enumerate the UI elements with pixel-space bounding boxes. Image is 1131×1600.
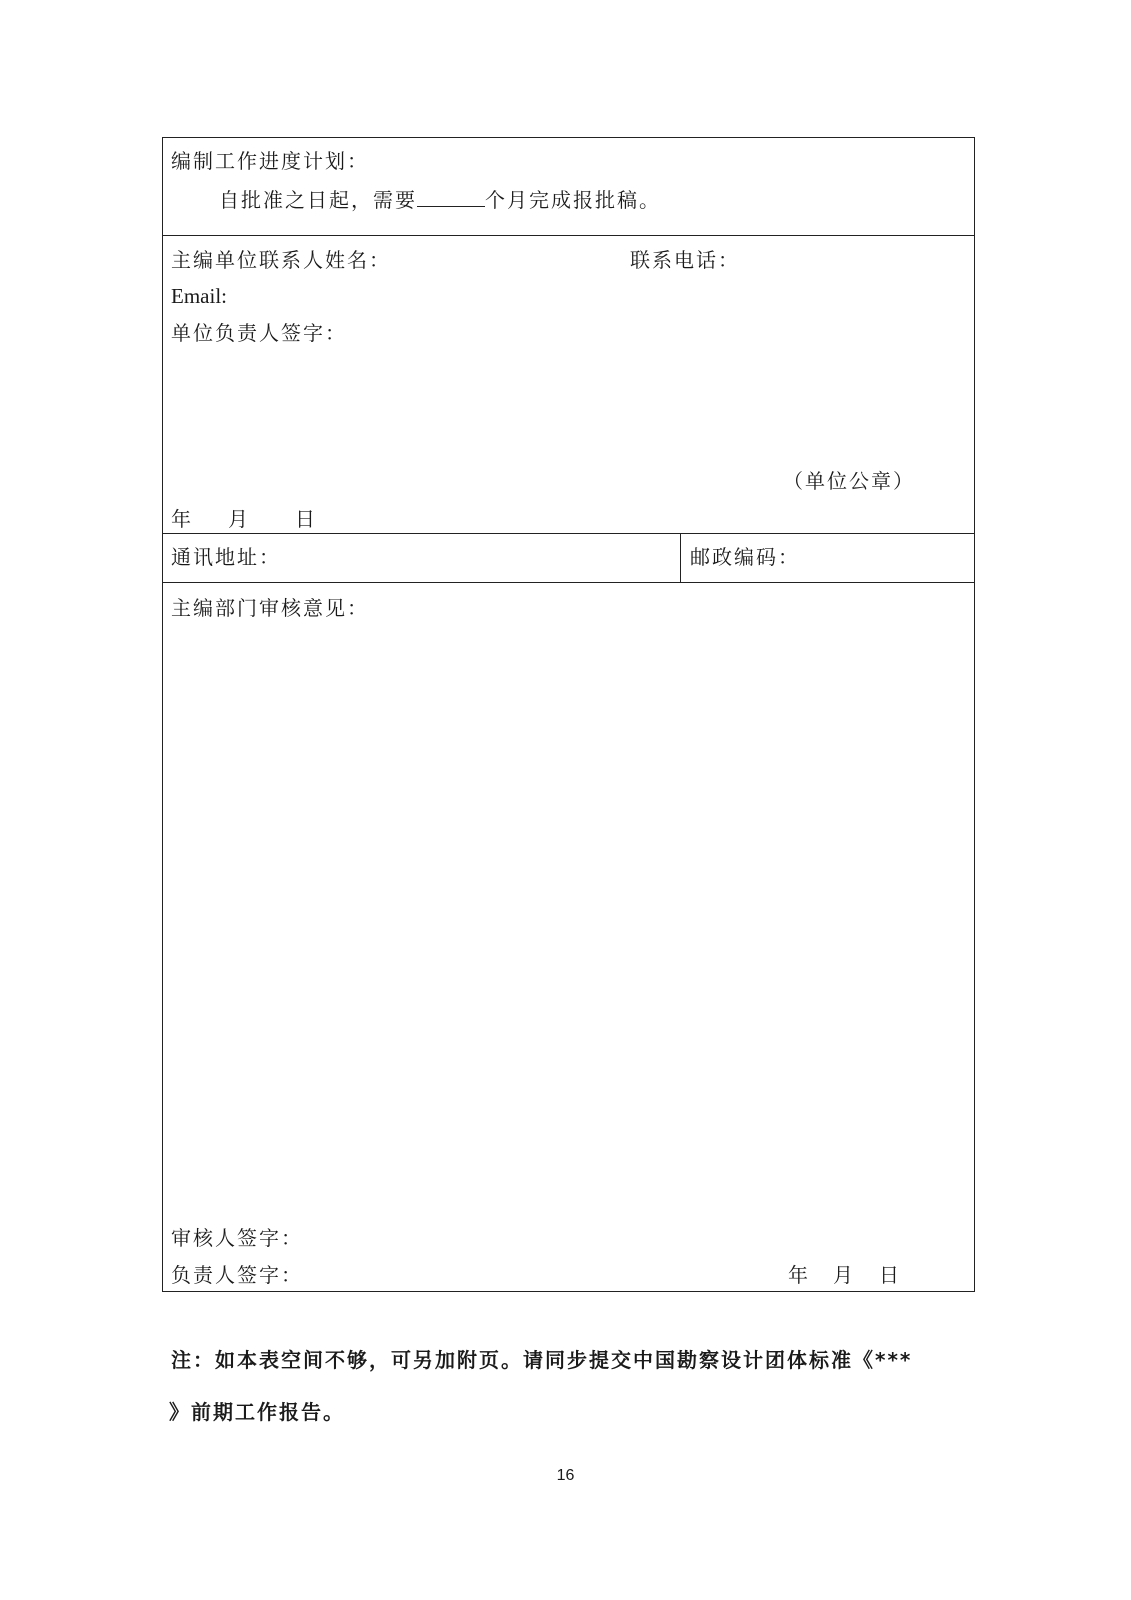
responsible-signature-label: 负责人签字：: [171, 1263, 303, 1287]
months-blank-field[interactable]: [417, 188, 485, 207]
schedule-cell: [163, 138, 975, 236]
reviewer-signature-label: 审核人签字：: [171, 1226, 303, 1250]
address-row: [163, 534, 975, 583]
review-cell: [163, 583, 975, 1292]
schedule-text-after: 个月完成报批稿。: [485, 188, 661, 212]
contact-date-year: 年: [171, 507, 193, 531]
unit-signer-label: 单位负责人签字：: [171, 321, 347, 345]
postcode-label: 邮政编码：: [690, 545, 800, 569]
page-number: 16: [556, 1467, 575, 1484]
schedule-sentence: [219, 188, 661, 210]
contact-date-day: 日: [295, 507, 317, 531]
review-date-month: 月: [833, 1263, 855, 1287]
review-opinion-label: 主编部门审核意见：: [171, 596, 369, 620]
note-line-1: 注：如本表空间不够，可另加附页。请同步提交中国勘察设计团体标准《***: [171, 1348, 913, 1372]
note-line-2: 》前期工作报告。: [169, 1400, 345, 1424]
contact-cell: [163, 236, 975, 534]
review-row: [163, 583, 975, 1292]
address-cell: [163, 534, 681, 583]
contact-row: [163, 236, 975, 534]
postcode-cell: [681, 534, 975, 583]
contact-phone-label: 联系电话：: [630, 248, 740, 272]
email-label: Email:: [171, 284, 227, 308]
review-date-day: 日: [879, 1263, 901, 1287]
application-form-table: [162, 137, 975, 1292]
contact-name-label: 主编单位联系人姓名：: [171, 248, 391, 272]
schedule-label: 编制工作进度计划：: [171, 149, 369, 173]
contact-date-month: 月: [228, 507, 250, 531]
review-date-year: 年: [788, 1263, 810, 1287]
schedule-row: [163, 138, 975, 236]
schedule-text-before: 自批准之日起，需要: [219, 188, 417, 212]
address-label: 通讯地址：: [171, 545, 281, 569]
unit-seal-label: （单位公章）: [783, 469, 915, 493]
